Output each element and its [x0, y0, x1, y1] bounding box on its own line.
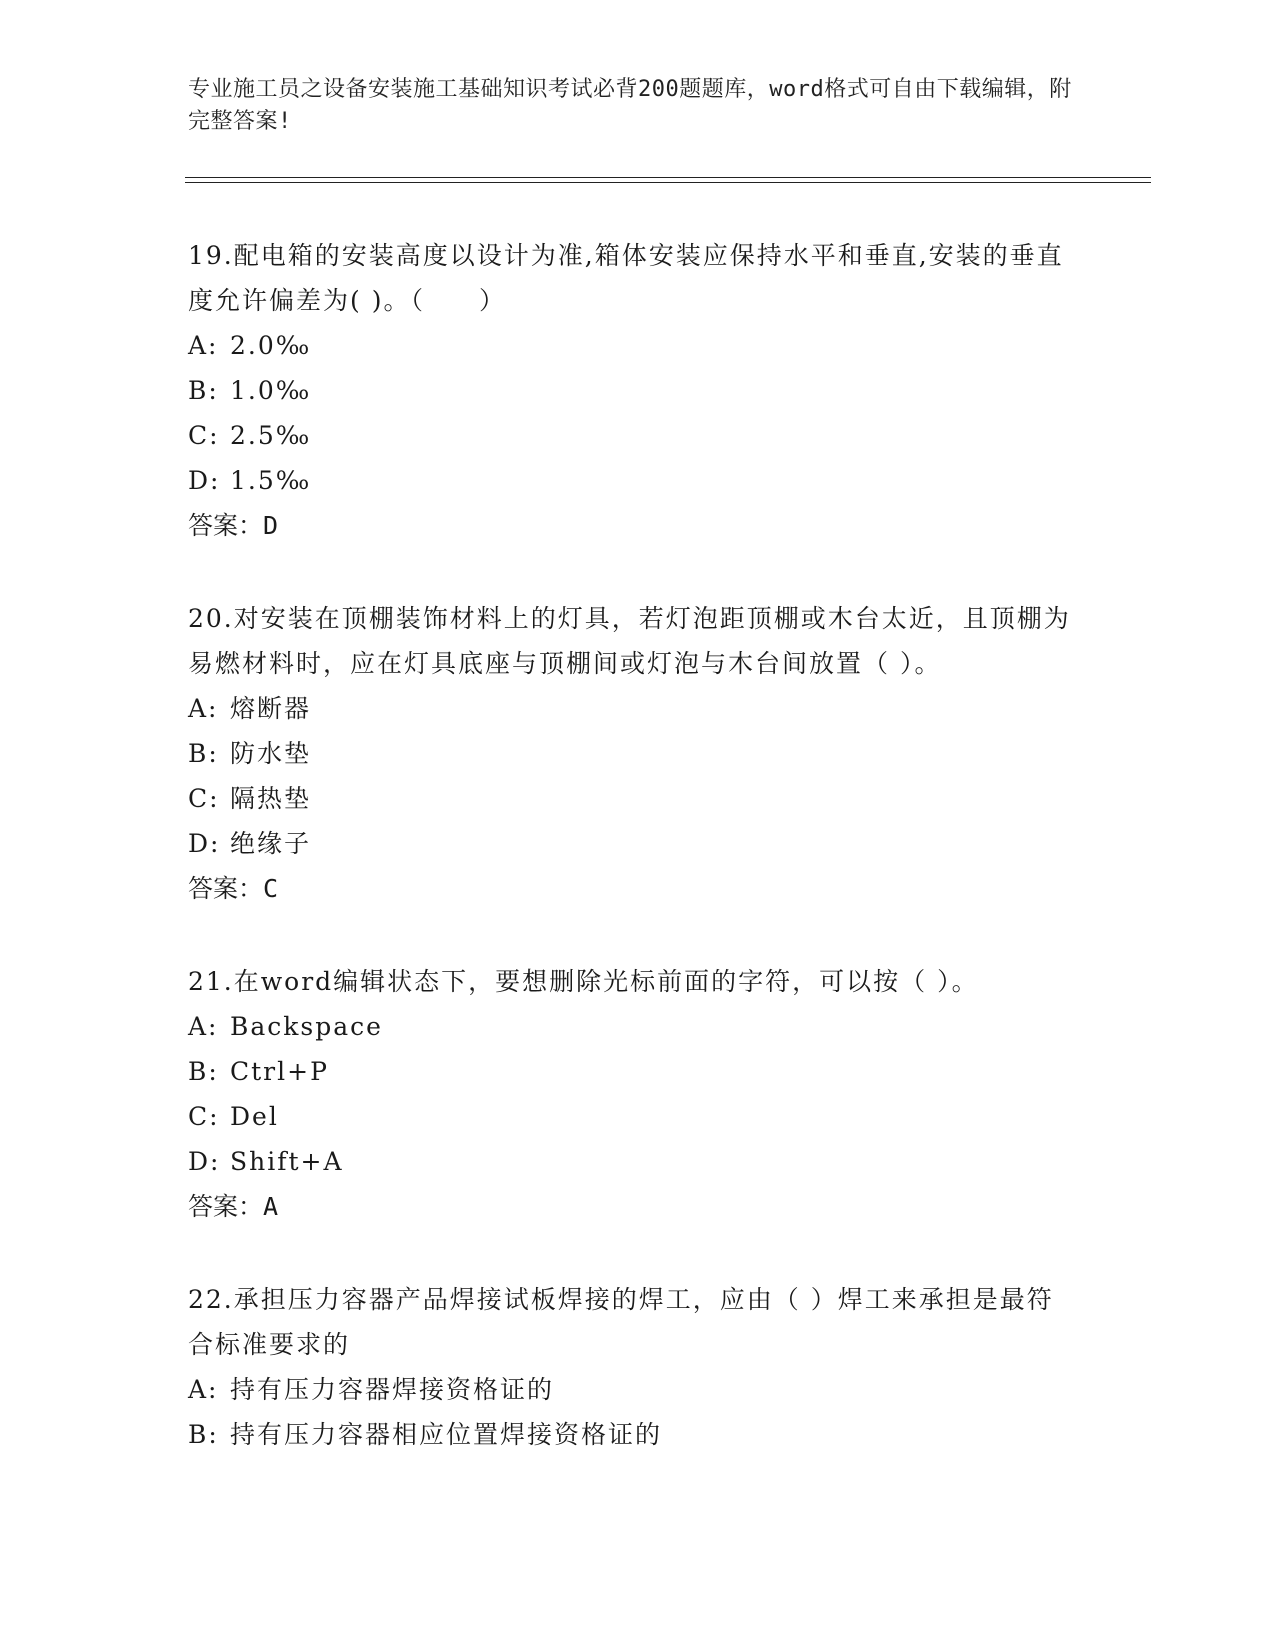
- question-22: [188, 1277, 1078, 1457]
- option-text: 持有压力容器焊接资格证的: [230, 1375, 555, 1404]
- option-a: [188, 686, 1078, 731]
- option-c: [188, 1094, 1078, 1139]
- option-a: [188, 1367, 1078, 1412]
- option-b: [188, 731, 1078, 776]
- answer-line: 答案：C: [188, 874, 279, 903]
- option-label: A:: [188, 331, 219, 360]
- option-label: B:: [188, 1420, 219, 1449]
- header-divider-top: [185, 177, 1151, 178]
- option-label: C:: [188, 421, 220, 450]
- option-a: [188, 1004, 1078, 1049]
- option-label: A:: [188, 1375, 219, 1404]
- option-text: 绝缘子: [230, 829, 312, 858]
- option-text: Ctrl+P: [230, 1057, 329, 1086]
- option-b: [188, 368, 1078, 413]
- option-d: [188, 821, 1078, 866]
- option-label: A:: [188, 1012, 219, 1041]
- option-label: B:: [188, 1057, 219, 1086]
- option-a: [188, 323, 1078, 368]
- option-label: D:: [188, 829, 221, 858]
- question-20: [188, 596, 1078, 911]
- option-text: 2.0‰: [230, 331, 312, 360]
- option-label: B:: [188, 376, 219, 405]
- option-label: B:: [188, 739, 219, 768]
- option-text: 2.5‰: [230, 421, 312, 450]
- option-text: 1.0‰: [230, 376, 312, 405]
- question-21: [188, 959, 1078, 1229]
- question-stem: 22.承担压力容器产品焊接试板焊接的焊工，应由（ ）焊工来承担是最符合标准要求的: [188, 1285, 1054, 1359]
- option-text: 持有压力容器相应位置焊接资格证的: [230, 1420, 663, 1449]
- option-text: Backspace: [230, 1012, 383, 1041]
- question-19: [188, 233, 1078, 548]
- option-label: C:: [188, 784, 220, 813]
- answer-line: 答案：A: [188, 1192, 279, 1221]
- option-text: Del: [230, 1102, 279, 1131]
- option-d: [188, 1139, 1078, 1184]
- option-label: D:: [188, 1147, 221, 1176]
- option-text: Shift+A: [230, 1147, 344, 1176]
- option-text: 1.5‰: [230, 466, 312, 495]
- question-stem: 20.对安装在顶棚装饰材料上的灯具，若灯泡距顶棚或木台太近，且顶棚为易燃材料时，应在灯具底座与顶棚间或灯泡与木台间放置（ ）。: [188, 604, 1071, 678]
- option-b: [188, 1049, 1078, 1094]
- question-stem: 19.配电箱的安装高度以设计为准,箱体安装应保持水平和垂直,安装的垂直度允许偏差为( )。（ ）: [188, 241, 1064, 315]
- option-label: A:: [188, 694, 219, 723]
- option-c: [188, 413, 1078, 458]
- option-b: [188, 1412, 1078, 1457]
- header-divider-bottom: [185, 182, 1151, 183]
- answer-line: 答案：D: [188, 511, 279, 540]
- option-d: [188, 458, 1078, 503]
- document-header-title: 专业施工员之设备安装施工基础知识考试必背200题题库，word格式可自由下载编辑，附完整答案!: [188, 77, 1072, 134]
- option-label: C:: [188, 1102, 220, 1131]
- option-text: 防水垫: [230, 739, 312, 768]
- option-text: 熔断器: [230, 694, 312, 723]
- option-label: D:: [188, 466, 221, 495]
- question-stem: 21.在word编辑状态下，要想删除光标前面的字符，可以按（ ）。: [188, 967, 979, 996]
- option-c: [188, 776, 1078, 821]
- option-text: 隔热垫: [230, 784, 312, 813]
